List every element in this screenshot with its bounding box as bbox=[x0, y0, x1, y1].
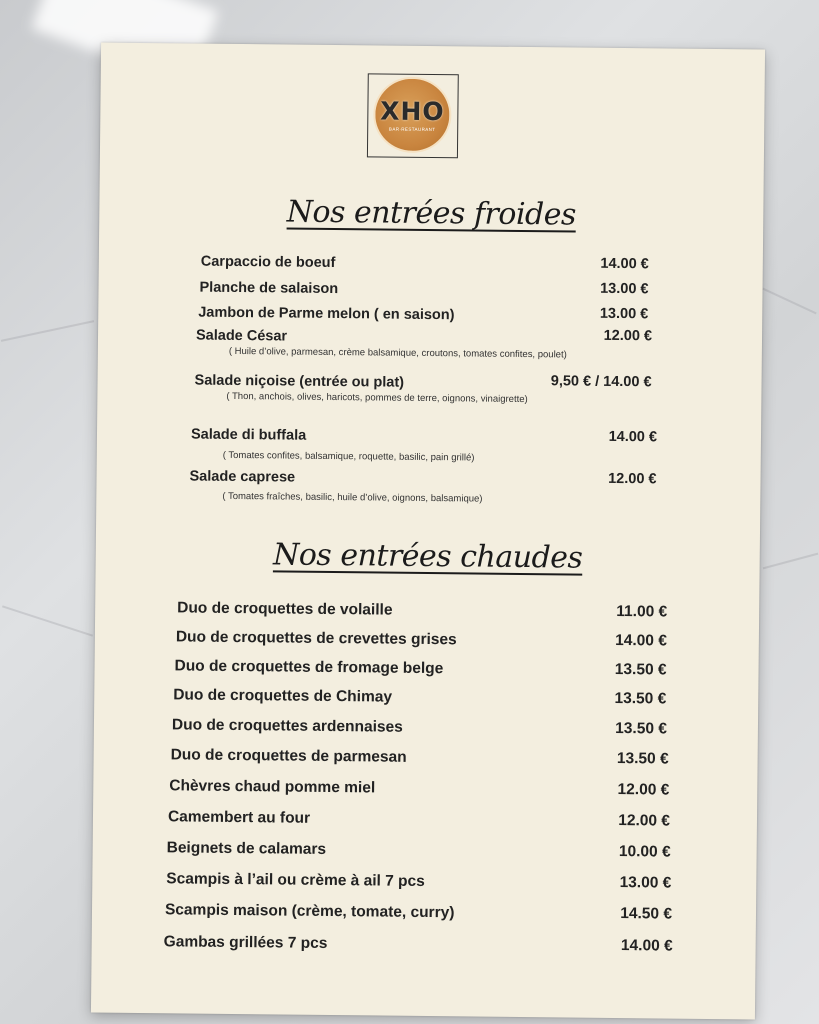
menu-item-price: 10.00 € bbox=[618, 843, 671, 861]
marble-vein bbox=[1, 320, 94, 342]
menu-item-name: Salade niçoise (entrée ou plat) bbox=[194, 372, 405, 391]
marble-vein bbox=[2, 605, 93, 636]
section-title-hot: Nos entrées chaudes bbox=[272, 537, 583, 576]
menu-item-price: 11.00 € bbox=[616, 602, 668, 621]
logo-text: XHO bbox=[380, 95, 445, 126]
logo-badge bbox=[373, 76, 452, 153]
menu-item-name: Jambon de Parme melon ( en saison) bbox=[198, 304, 455, 324]
menu-item-name: Duo de croquettes ardennaises bbox=[171, 716, 403, 736]
menu-item-price: 14.00 € bbox=[608, 428, 658, 446]
menu-item-price: 13.50 € bbox=[616, 749, 669, 768]
menu-item-name: Camembert au four bbox=[167, 808, 311, 827]
logo-subtitle: BAR·RESTAURANT bbox=[388, 126, 436, 132]
menu-item-name: Beignets de calamars bbox=[166, 839, 327, 858]
menu-item-price: 14.50 € bbox=[620, 905, 673, 923]
menu-item-name: Duo de croquettes de Chimay bbox=[173, 686, 393, 706]
menu-item-description: ( Tomates confites, balsamique, roquette, basilic, pain grillé) bbox=[222, 449, 475, 464]
menu-item-name: Duo de croquettes de volaille bbox=[177, 599, 393, 619]
menu-item-price: 13.00 € bbox=[600, 280, 649, 298]
menu-item-name: Salade caprese bbox=[189, 468, 296, 486]
menu-item-description: ( Tomates fraîches, basilic, huile d’olive, oignons, balsamique) bbox=[222, 490, 483, 505]
menu-item-name: Salade di buffala bbox=[190, 426, 307, 444]
menu-item-price: 13.50 € bbox=[615, 719, 668, 738]
menu-item-name: Scampis à l’ail ou crème à ail 7 pcs bbox=[166, 870, 425, 890]
menu-item-name: Gambas grillées 7 pcs bbox=[163, 933, 328, 952]
menu-item-price: 14.00 € bbox=[615, 631, 667, 650]
menu-item-name: Chèvres chaud pomme miel bbox=[169, 777, 376, 797]
menu-item-description: ( Thon, anchois, olives, haricots, pommes de terre, oignons, vinaigrette) bbox=[226, 390, 528, 406]
menu-item-name: Duo de croquettes de crevettes grises bbox=[175, 628, 457, 649]
marble-vein bbox=[763, 553, 819, 570]
menu-item-price: 9,50 € / 14.00 € bbox=[550, 373, 652, 391]
menu-item-price: 12.00 € bbox=[618, 812, 671, 830]
menu-item-name: Scampis maison (crème, tomate, curry) bbox=[164, 901, 455, 922]
menu-item-price: 12.00 € bbox=[603, 327, 653, 345]
menu-item-price: 13.50 € bbox=[614, 660, 667, 679]
menu-item-price: 14.00 € bbox=[600, 255, 649, 273]
menu-item-price: 13.50 € bbox=[614, 689, 667, 708]
menu-sheet bbox=[91, 43, 765, 1020]
menu-item-price: 12.00 € bbox=[608, 470, 657, 488]
menu-item-price: 12.00 € bbox=[617, 780, 670, 799]
menu-item-price: 13.00 € bbox=[599, 305, 649, 323]
logo bbox=[367, 73, 459, 158]
menu-item-price: 14.00 € bbox=[620, 937, 673, 955]
menu-item-name: Duo de croquettes de fromage belge bbox=[174, 657, 444, 678]
menu-item-name: Duo de croquettes de parmesan bbox=[170, 746, 407, 766]
menu-item-name: Planche de salaison bbox=[199, 279, 339, 298]
section-title-cold: Nos entrées froides bbox=[286, 194, 577, 233]
menu-item-name: Carpaccio de boeuf bbox=[200, 253, 336, 272]
menu-item-price: 13.00 € bbox=[619, 874, 672, 892]
menu-item-name: Salade César bbox=[195, 327, 288, 345]
marble-vein bbox=[762, 288, 816, 315]
menu-item-description: ( Huile d’olive, parmesan, crème balsamique, croutons, tomates confites, poulet) bbox=[228, 345, 567, 361]
